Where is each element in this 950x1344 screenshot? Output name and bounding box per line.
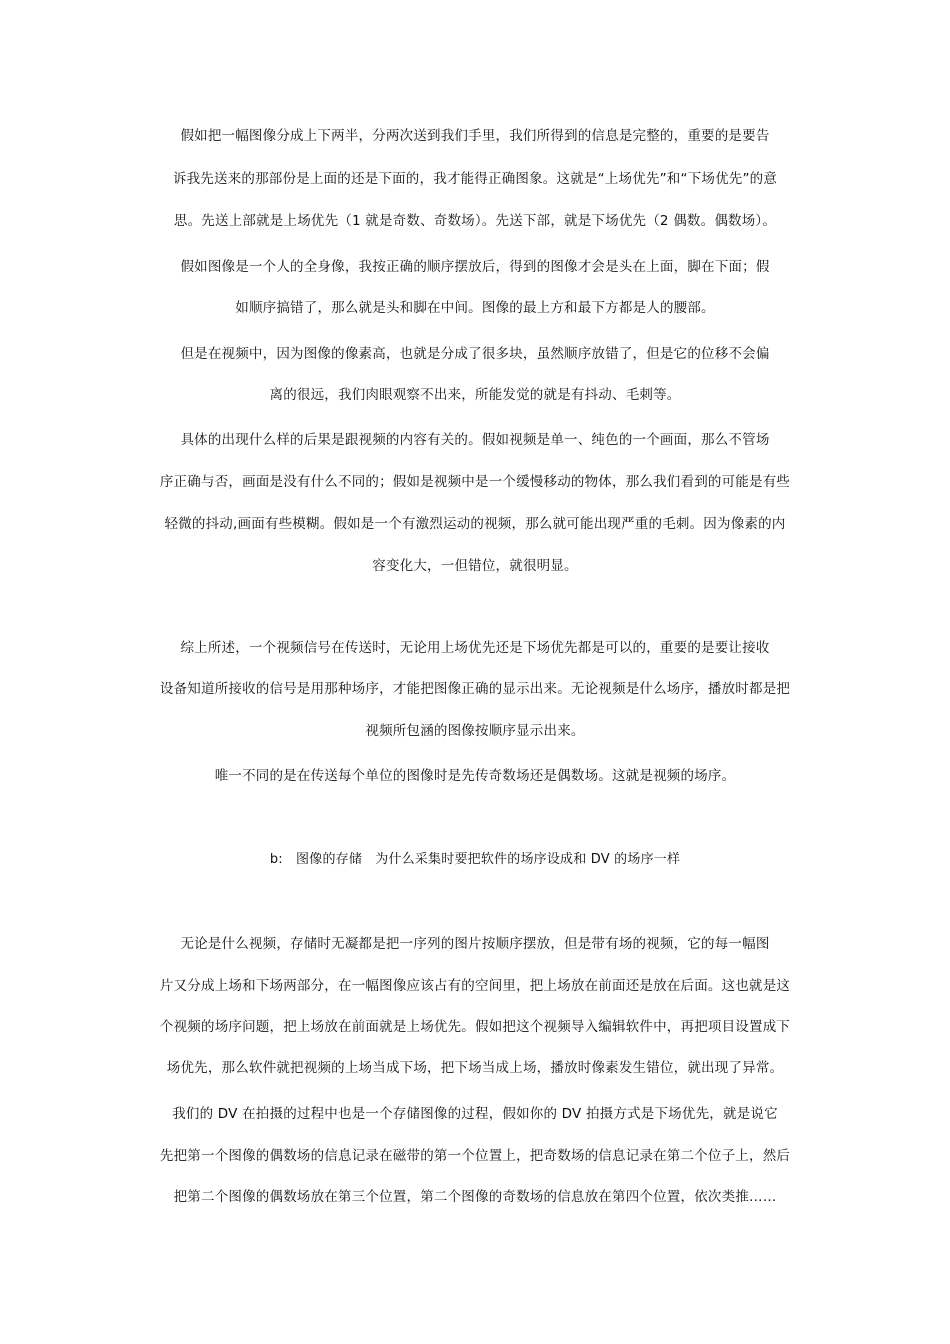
text-line: 但是在视频中，因为图像的像素高，也就是分成了很多块，虽然顺序放错了，但是它的位移不会偏 (180, 346, 770, 362)
text-line: 唯一不同的是在传送每个单位的图像时是先传奇数场还是偶数场。这就是视频的场序。 (214, 768, 736, 784)
text-line: 假如图像是一个人的全身像，我按正确的顺序摆放后，得到的图像才会是头在上面，脚在下面；假 (180, 259, 770, 275)
text-line: 思。先送上部就是上场优先（1 就是奇数、奇数场）。先送下部，就是下场优先（2 偶数。偶数场）。 (173, 213, 777, 229)
text-line: 视频所包涵的图像按顺序显示出来。 (365, 723, 585, 739)
text-line: 场优先，那么软件就把视频的上场当成下场，把下场当成上场，播放时像素发生错位，就出现了异常。 (166, 1060, 784, 1076)
section-heading: b: 图像的存储 为什么采集时要把软件的场序设成和 DV 的场序一样 (269, 852, 681, 867)
text-line: 片又分成上场和下场两部分，在一幅图像应该占有的空间里，把上场放在前面还是放在后面。这也就是这 (159, 978, 791, 994)
text-line: 设备知道所接收的信号是用那种场序，才能把图像正确的显示出来。无论视频是什么场序，播放时都是把 (159, 681, 791, 697)
text-line: 假如把一幅图像分成上下两半，分两次送到我们手里，我们所得到的信息是完整的，重要的是要告 (180, 128, 770, 144)
text-line: 轻微的抖动,画面有些模糊。假如是一个有激烈运动的视频，那么就可能出现严重的毛刺。因为像素的内 (164, 516, 786, 532)
text-line: 如顺序搞错了，那么就是头和脚在中间。图像的最上方和最下方都是人的腰部。 (235, 300, 715, 316)
text-line: 我们的 DV 在拍摄的过程中也是一个存储图像的过程，假如你的 DV 拍摄方式是下场优先，就是说它 (172, 1106, 778, 1122)
text-line: 离的很远，我们肉眼观察不出来，所能发觉的就是有抖动、毛刺等。 (269, 387, 681, 403)
text-line: 把第二个图像的偶数场放在第三个位置，第二个图像的奇数场的信息放在第四个位置，依次类推…… (173, 1189, 777, 1205)
text-line: 容变化大，一但错位，就很明显。 (372, 558, 578, 574)
text-line: 无论是什么视频，存储时无凝都是把一序列的图片按顺序摆放，但是带有场的视频，它的每一幅图 (180, 936, 770, 952)
text-line: 诉我先送来的那部份是上面的还是下面的，我才能得正确图象。这就是“上场优先”和“下场优先”的意 (172, 171, 778, 187)
text-line: 个视频的场序问题，把上场放在前面就是上场优先。假如把这个视频导入编辑软件中，再把项目设置成下 (159, 1019, 791, 1035)
text-line: 具体的出现什么样的后果是跟视频的内容有关的。假如视频是单一、纯色的一个画面，那么不管场 (180, 432, 770, 448)
text-line: 序正确与否，画面是没有什么不同的；假如是视频中是一个缓慢移动的物体，那么我们看到的可能是有些 (159, 474, 791, 490)
text-line: 综上所述，一个视频信号在传送时，无论用上场优先还是下场优先都是可以的，重要的是要让接收 (180, 640, 770, 656)
text-line: 先把第一个图像的偶数场的信息记录在磁带的第一个位置上，把奇数场的信息记录在第二个位子上，然后 (159, 1148, 791, 1164)
